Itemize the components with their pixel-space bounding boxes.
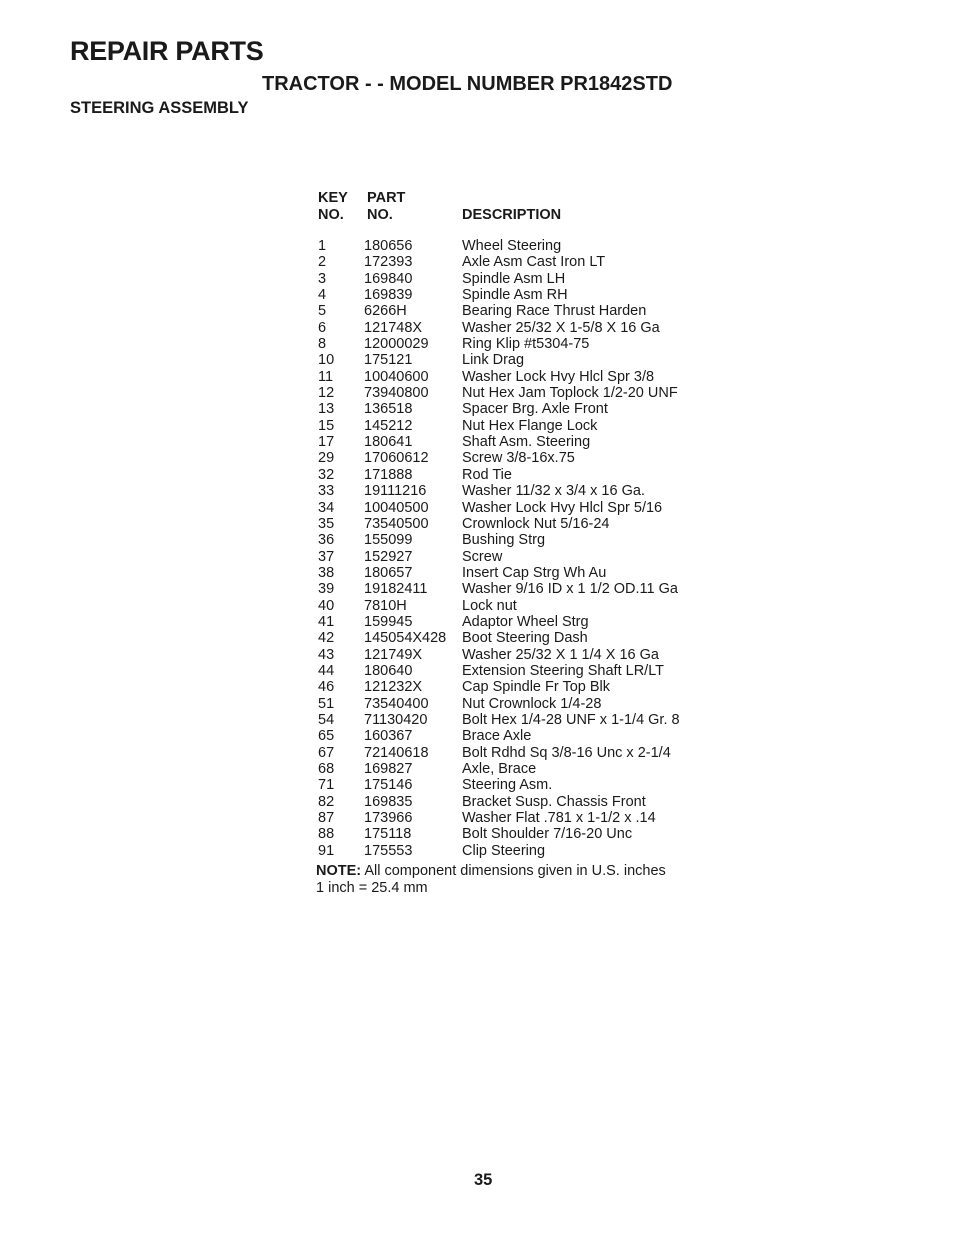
description-cell: Nut Hex Flange Lock [462,417,598,434]
key-no-cell: 39 [318,581,335,598]
key-no-cell: 13 [318,401,335,418]
description-cell: Spindle Asm RH [462,287,568,304]
description-cell: Nut Crownlock 1/4-28 [462,695,602,712]
description-cell: Extension Steering Shaft LR/LT [462,662,665,679]
description-cell: Washer Flat .781 x 1-1/2 x .14 [462,810,656,827]
description-cell: Bolt Hex 1/4-28 UNF x 1-1/4 Gr. 8 [462,711,680,728]
table-row [318,843,680,859]
description-cell: Steering Asm. [462,777,553,794]
description-cell: Adaptor Wheel Strg [462,613,589,630]
table-row [318,238,680,254]
description-cell: Cap Spindle Fr Top Blk [462,679,611,696]
key-no-cell: 33 [318,483,335,500]
note-conversion: 1 inch = 25.4 mm [316,879,428,896]
part-no-cell: 19111216 [364,483,427,500]
table-row [318,549,680,565]
part-no-cell: 71130420 [364,711,428,728]
note-label: NOTE: [316,863,362,880]
part-no-cell: 169840 [364,270,413,287]
table-row [318,728,680,744]
key-no-cell: 34 [318,499,335,516]
part-no-cell: 180641 [364,434,413,451]
part-no-cell: 155099 [364,532,413,549]
table-row [318,369,680,385]
key-no-cell: 36 [318,532,335,549]
description-cell: Spacer Brg. Axle Front [462,401,608,418]
page-number: 35 [474,1171,493,1189]
note-text: All component dimensions given in U.S. inches [361,863,666,880]
key-no-cell: 15 [318,417,335,434]
part-no-cell: 19182411 [364,581,428,598]
description-cell: Screw [462,548,503,565]
table-row [318,401,680,417]
table-row [318,745,680,761]
part-no-cell: 171888 [364,466,413,483]
part-no-cell: 10040500 [364,499,429,516]
table-row [318,598,680,614]
table-row [318,663,680,679]
part-no-cell: 175146 [364,777,413,794]
description-cell: Wheel Steering [462,238,562,254]
description-cell: Boot Steering Dash [462,630,588,647]
part-no-cell: 169827 [364,761,413,777]
table-row [318,434,680,450]
part-no-cell: 145212 [364,417,413,434]
part-no-cell: 121748X [364,319,423,336]
key-no-cell: 87 [318,810,335,827]
key-no-cell: 2 [318,254,327,271]
table-row [318,450,680,466]
part-no-cell: 145054X428 [364,630,447,647]
key-no-cell: 44 [318,662,335,679]
part-no-cell: 160367 [364,728,413,745]
table-row [318,352,680,368]
key-no-cell: 40 [318,597,335,614]
description-cell: Spindle Asm LH [462,270,566,287]
part-no-cell: 6266H [364,303,407,320]
part-no-cell: 175118 [364,826,412,843]
key-no-cell: 10 [318,352,335,369]
part-no-cell: 180657 [364,564,413,581]
description-cell: Ring Klip #t5304-75 [462,336,590,353]
description-cell: Washer 25/32 X 1-5/8 X 16 Ga [462,319,660,336]
description-cell: Crownlock Nut 5/16-24 [462,515,610,532]
description-cell: Rod Tie [462,466,512,483]
section-title: STEERING ASSEMBLY [70,99,249,117]
table-row [318,696,680,712]
model-title: TRACTOR - - MODEL NUMBER PR1842STD [262,73,673,95]
table-row [318,483,680,499]
table-row [318,287,680,303]
table-row [318,516,680,532]
table-row [318,614,680,630]
key-no-cell: 5 [318,303,327,320]
header-key-line1: KEY [318,190,348,206]
key-no-cell: 67 [318,744,335,761]
table-row [318,712,680,728]
table-row [318,761,680,777]
part-no-cell: 169839 [364,287,413,304]
key-no-cell: 4 [318,287,327,304]
part-no-cell: 121749X [364,646,423,663]
table-row [318,532,680,548]
description-cell: Bushing Strg [462,532,546,549]
header-description: DESCRIPTION [462,207,562,223]
table-row [318,385,680,401]
key-no-cell: 88 [318,826,335,843]
key-no-cell: 82 [318,793,335,810]
description-cell: Axle Asm Cast Iron LT [462,254,606,271]
description-cell: Bearing Race Thrust Harden [462,303,647,320]
key-no-cell: 91 [318,842,335,859]
description-cell: Washer Lock Hvy Hlcl Spr 3/8 [462,368,655,385]
part-no-cell: 136518 [364,401,413,418]
key-no-cell: 42 [318,630,335,647]
part-no-cell: 175121 [364,352,413,369]
table-row [318,303,680,319]
description-cell: Insert Cap Strg Wh Au [462,564,607,581]
table-row [318,565,680,581]
description-cell: Axle, Brace [462,761,537,777]
part-no-cell: 173966 [364,810,413,827]
key-no-cell: 65 [318,728,335,745]
table-row [318,826,680,842]
key-no-cell: 3 [318,270,327,287]
description-cell: Bolt Shoulder 7/16-20 Unc [462,826,633,843]
key-no-cell: 6 [318,319,327,336]
description-cell: Clip Steering [462,842,546,859]
table-row [318,810,680,826]
key-no-cell: 1 [318,238,327,254]
part-no-cell: 159945 [364,613,413,630]
table-row [318,254,680,270]
part-no-cell: 172393 [364,254,413,271]
description-cell: Brace Axle [462,728,532,745]
table-row [318,679,680,695]
key-no-cell: 12 [318,385,335,402]
table-header [318,190,738,238]
part-no-cell: 73540500 [364,515,429,532]
table-row [318,418,680,434]
description-cell: Washer 11/32 x 3/4 x 16 Ga. [462,483,645,500]
table-row [318,647,680,663]
description-cell: Washer 25/32 X 1 1/4 X 16 Ga [462,646,659,663]
key-no-cell: 11 [318,368,334,385]
key-no-cell: 51 [318,695,335,712]
key-no-cell: 54 [318,711,335,728]
description-cell: Lock nut [462,597,517,614]
key-no-cell: 68 [318,761,335,777]
key-no-cell: 41 [318,613,335,630]
part-no-cell: 175553 [364,842,413,859]
key-no-cell: 29 [318,450,335,467]
key-no-cell: 8 [318,336,327,353]
description-cell: Link Drag [462,352,525,369]
part-no-cell: 180656 [364,238,413,254]
table-row [318,467,680,483]
note [316,863,738,896]
table-row [318,271,680,287]
table-row [318,336,680,352]
description-cell: Washer 9/16 ID x 1 1/2 OD.11 Ga [462,581,678,598]
table-row [318,777,680,793]
key-no-cell: 37 [318,548,335,565]
table-row [318,500,680,516]
description-cell: Screw 3/8-16x.75 [462,450,575,467]
key-no-cell: 71 [318,777,335,794]
part-no-cell: 12000029 [364,336,429,353]
table-row [318,794,680,810]
description-cell: Washer Lock Hvy Hlcl Spr 5/16 [462,499,663,516]
description-cell: Bracket Susp. Chassis Front [462,793,646,810]
part-no-cell: 121232X [364,679,423,696]
key-no-cell: 32 [318,466,335,483]
part-no-cell: 7810H [364,597,407,614]
key-no-cell: 43 [318,646,335,663]
header-part-line2: NO. [367,207,393,223]
part-no-cell: 73540400 [364,695,429,712]
header-key-line2: NO. [318,207,344,223]
parts-table [318,238,680,859]
header-part-line1: PART [367,190,406,206]
part-no-cell: 152927 [364,548,413,565]
table-row [318,320,680,336]
part-no-cell: 169835 [364,793,413,810]
part-no-cell: 17060612 [364,450,429,467]
description-cell: Bolt Rdhd Sq 3/8-16 Unc x 2-1/4 [462,744,671,761]
key-no-cell: 46 [318,679,335,696]
description-cell: Nut Hex Jam Toplock 1/2-20 UNF [462,385,678,402]
table-row [318,581,680,597]
part-no-cell: 73940800 [364,385,429,402]
key-no-cell: 35 [318,515,335,532]
description-cell: Shaft Asm. Steering [462,434,591,451]
parts-list [318,190,738,896]
part-no-cell: 10040600 [364,368,429,385]
parts-table-body [318,238,680,859]
key-no-cell: 38 [318,564,335,581]
page-title: REPAIR PARTS [70,36,264,66]
key-no-cell: 17 [318,434,335,451]
part-no-cell: 72140618 [364,744,429,761]
table-row [318,630,680,646]
part-no-cell: 180640 [364,662,413,679]
